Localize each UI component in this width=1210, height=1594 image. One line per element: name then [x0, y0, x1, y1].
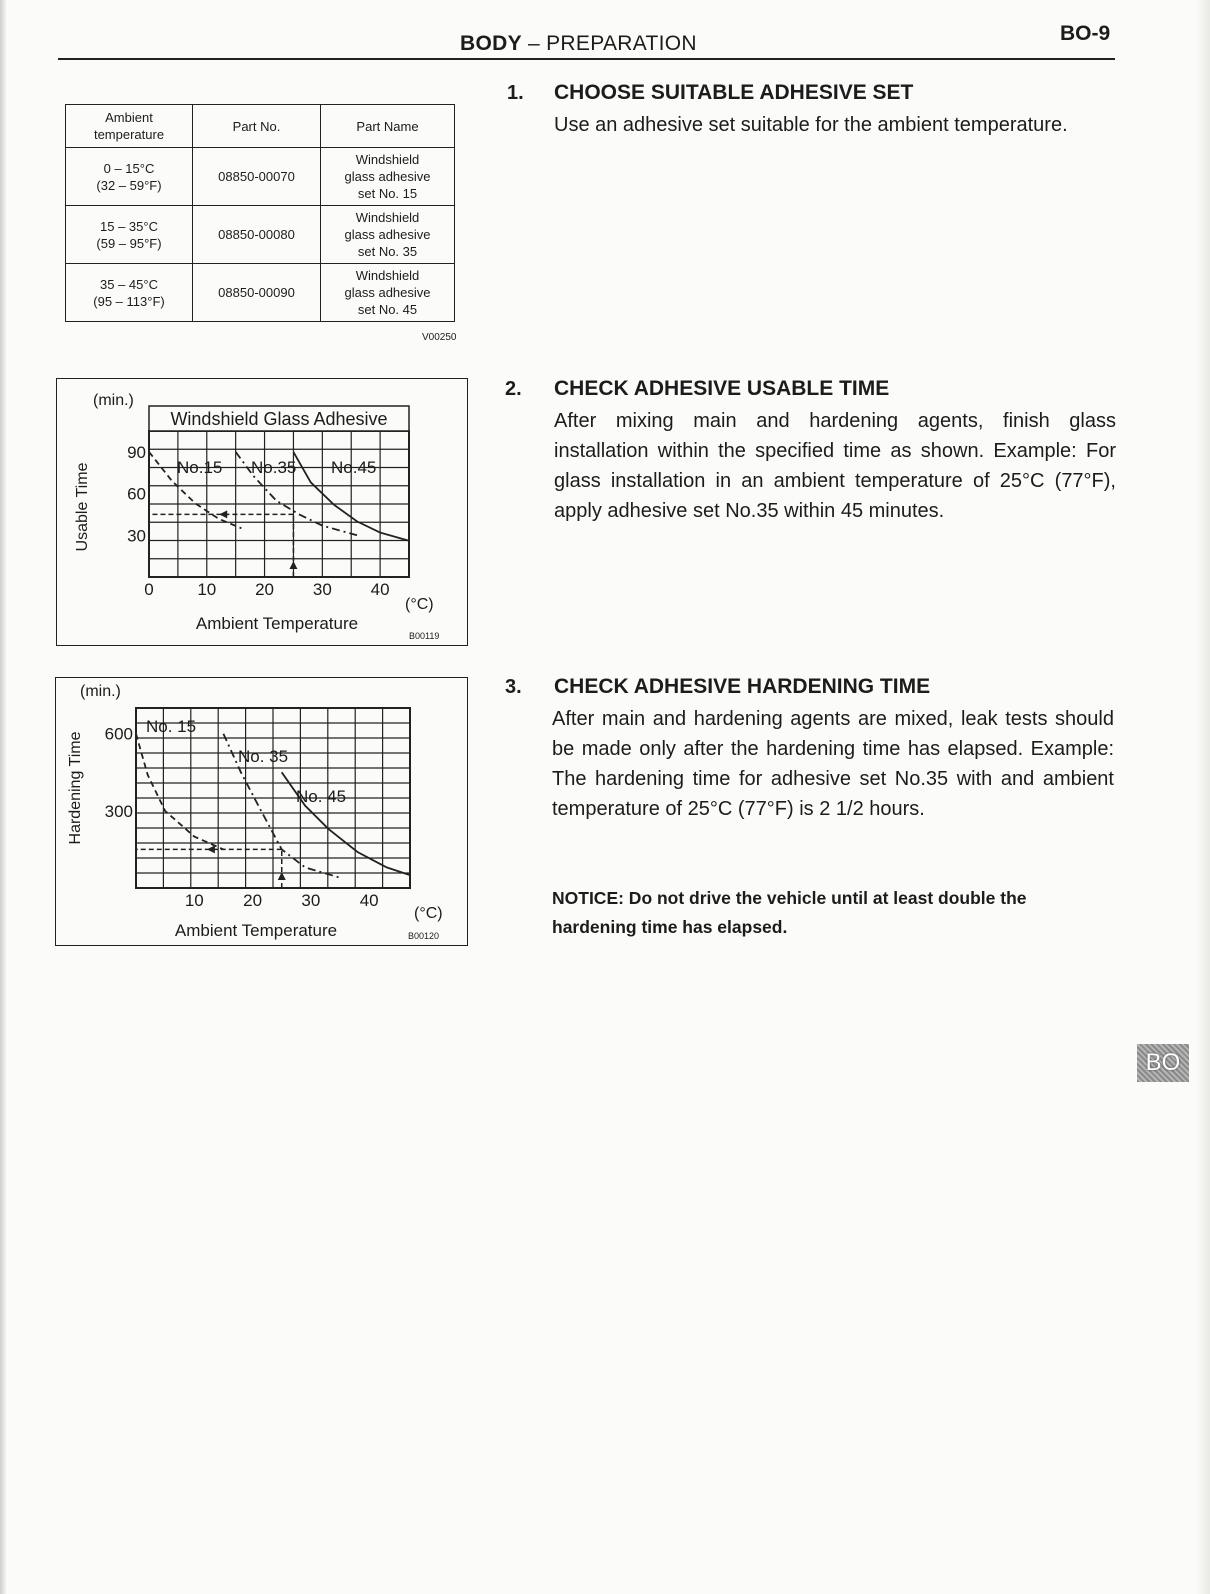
table-cell: 0 – 15°C (32 – 59°F) — [66, 148, 193, 206]
table-cell: 08850-00090 — [193, 264, 321, 322]
step-1-number: 1. — [507, 82, 524, 104]
y-unit-label: (min.) — [80, 683, 121, 700]
usable-time-chart — [56, 378, 468, 646]
step-1-heading: CHOOSE SUITABLE ADHESIVE SET — [554, 81, 914, 104]
example-arrow-left — [207, 845, 215, 853]
series-label: No.45 — [331, 458, 377, 477]
series-label: No. 45 — [296, 787, 347, 806]
table-row — [66, 206, 455, 264]
series-label: No. 15 — [146, 717, 197, 736]
x-unit-label: (°C) — [414, 905, 443, 922]
figure-id: B00119 — [409, 631, 440, 641]
section-tab: BO — [1137, 1044, 1189, 1082]
usable-time-chart-svg — [57, 379, 467, 645]
step-3-body: After main and hardening agents are mixed, leak tests should be made only after the hardening time has elapsed. Example: The hardening time for adhesive set No.35 with and ambient temperature of 25°C (77°F) is 2 1/2 hours. — [552, 708, 1114, 820]
adhesive-set-table — [65, 104, 455, 322]
series-line — [136, 734, 223, 850]
table-row — [66, 148, 455, 206]
page-title — [460, 32, 697, 56]
x-tick-label: 10 — [197, 580, 217, 599]
x-axis-label: Ambient Temperature — [195, 614, 359, 633]
series-label: No.15 — [177, 458, 223, 477]
x-tick-label: 10 — [184, 891, 204, 910]
x-tick-label: 40 — [359, 891, 379, 910]
y-tick-label: 30 — [127, 526, 146, 546]
x-tick-label: 30 — [301, 891, 321, 910]
y-axis-label: Hardening Time — [67, 731, 84, 845]
hardening-time-chart — [55, 677, 468, 946]
x-tick-label: 0 — [144, 580, 154, 599]
table-cell: Windshield glass adhesive set No. 35 — [321, 206, 455, 264]
table-cell: 15 – 35°C (59 – 95°F) — [66, 206, 193, 264]
series-label: No. 35 — [238, 747, 289, 766]
y-tick-label: 300 — [104, 801, 133, 821]
notice-text: NOTICE: Do not drive the vehicle until at least double the hardening time has elapsed. — [552, 888, 1027, 937]
x-axis-label: Ambient Temperature — [174, 921, 338, 940]
table-cell: 08850-00080 — [193, 206, 321, 264]
x-tick-label: 40 — [370, 580, 390, 599]
step-2-heading: CHECK ADHESIVE USABLE TIME — [554, 377, 890, 400]
step-2-body: After mixing main and hardening agents, finish glass installation within the specified time as shown. Example: For glass installation in an ambient temperature of 25°C (77°F), apply adhesive set No.35 within 45 minutes. — [554, 410, 1116, 522]
y-tick-label: 60 — [127, 484, 146, 504]
header-rule — [58, 58, 1115, 60]
y-tick-label: 600 — [104, 724, 133, 744]
example-arrow-up — [289, 561, 297, 569]
table-cell: 08850-00070 — [193, 148, 321, 206]
table-header-cell: Part Name — [321, 105, 455, 148]
example-arrow-left — [219, 510, 227, 518]
page-edge-shadow-right — [1196, 0, 1210, 1594]
page-edge-shadow — [0, 0, 6, 1594]
table-cell: Windshield glass adhesive set No. 15 — [321, 148, 455, 206]
page-number: BO-9 — [1060, 22, 1111, 45]
table-header-row — [66, 105, 455, 148]
y-unit-label: (min.) — [93, 392, 134, 409]
series-label: No.35 — [251, 458, 297, 477]
y-axis-label: Usable Time — [74, 462, 91, 552]
x-unit-label: (°C) — [405, 596, 434, 613]
page-title-bold: BODY — [460, 32, 522, 55]
table-figure-id: V00250 — [422, 332, 457, 343]
x-tick-label: 20 — [255, 580, 275, 599]
hardening-time-chart-svg — [56, 678, 467, 945]
table-header-cell: Ambient temperature — [66, 105, 193, 148]
page-title-rest: – PREPARATION — [521, 32, 697, 55]
step-1-body: Use an adhesive set suitable for the ambient temperature. — [554, 114, 1068, 136]
step-2-number: 2. — [505, 378, 522, 400]
step-3-number: 3. — [505, 676, 522, 698]
step-3-heading: CHECK ADHESIVE HARDENING TIME — [554, 675, 931, 698]
y-tick-label: 90 — [127, 442, 146, 462]
figure-id: B00120 — [408, 931, 440, 941]
chart-title: Windshield Glass Adhesive — [170, 409, 388, 429]
table-row — [66, 264, 455, 322]
x-tick-label: 20 — [243, 891, 263, 910]
table-cell: Windshield glass adhesive set No. 45 — [321, 264, 455, 322]
x-tick-label: 30 — [312, 580, 332, 599]
table-header-cell: Part No. — [193, 105, 321, 148]
table-cell: 35 – 45°C (95 – 113°F) — [66, 264, 193, 322]
